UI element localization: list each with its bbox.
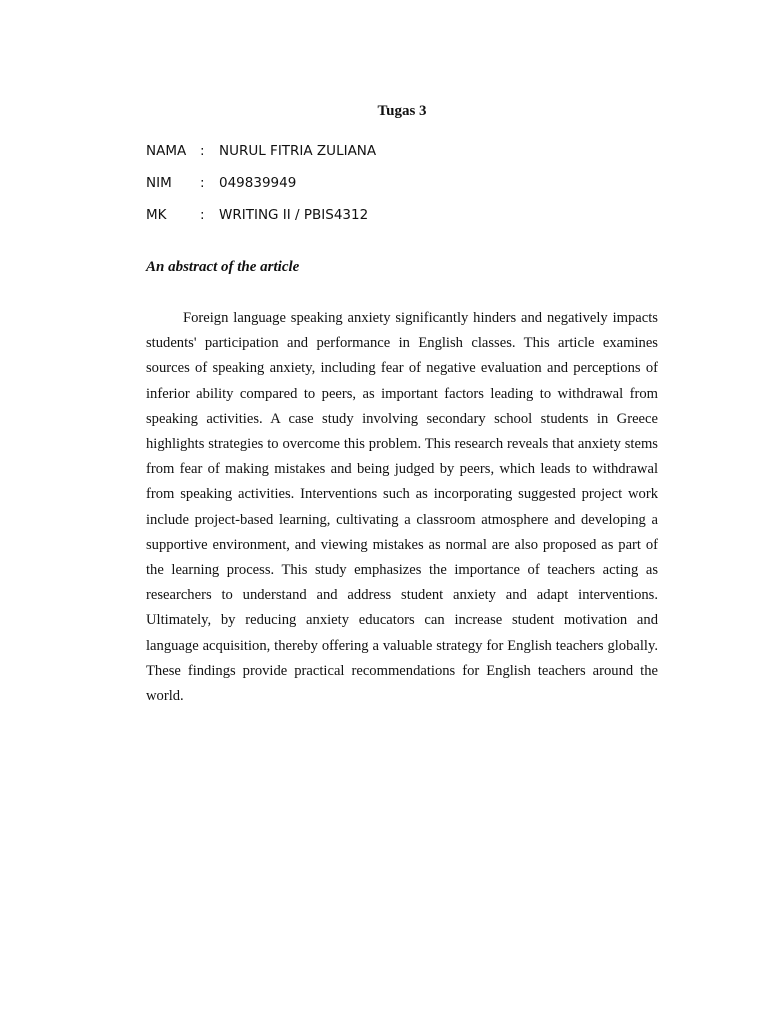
document-title: Tugas 3: [377, 103, 427, 119]
abstract-heading: An abstract of the article: [146, 259, 300, 275]
abstract-paragraph: Foreign language speaking anxiety significantly hinders and negatively impacts students' participation and performance in English classes. This article examines sources of speaking anxiety, including fear of negative evaluation and perceptions of inferior ability compared to peers, as important factors leading to withdrawal from speaking activities. A case study involving secondary school students in Greece highlights strategies to overcome this problem. This research reveals that anxiety stems from fear of making mistakes and being judged by peers, which leads to withdrawal from speaking activities. Interventions such as incorporating suggested project work include project-based learning, cultivating a classroom atmosphere and developing a supportive environment, and viewing mistakes as normal are also proposed as part of the learning process. This study emphasizes the importance of teachers acting as researchers to understand and address student anxiety and adapt interventions. Ultimately, by reducing anxiety educators can increase student motivation and language acquisition, thereby offering a valuable strategy for English teachers globally. These findings provide practical recommendations for English teachers around the world.: [146, 310, 658, 705]
nim-colon: :: [200, 175, 205, 191]
mk-colon: :: [200, 207, 205, 223]
mk-label: MK: [146, 207, 167, 223]
nim-value: 049839949: [219, 175, 297, 191]
mk-value: WRITING II / PBIS4312: [219, 207, 369, 223]
nama-label: NAMA: [146, 143, 187, 159]
nama-value: NURUL FITRIA ZULIANA: [219, 143, 377, 159]
nama-colon: :: [200, 143, 205, 159]
nim-label: NIM: [146, 175, 172, 191]
